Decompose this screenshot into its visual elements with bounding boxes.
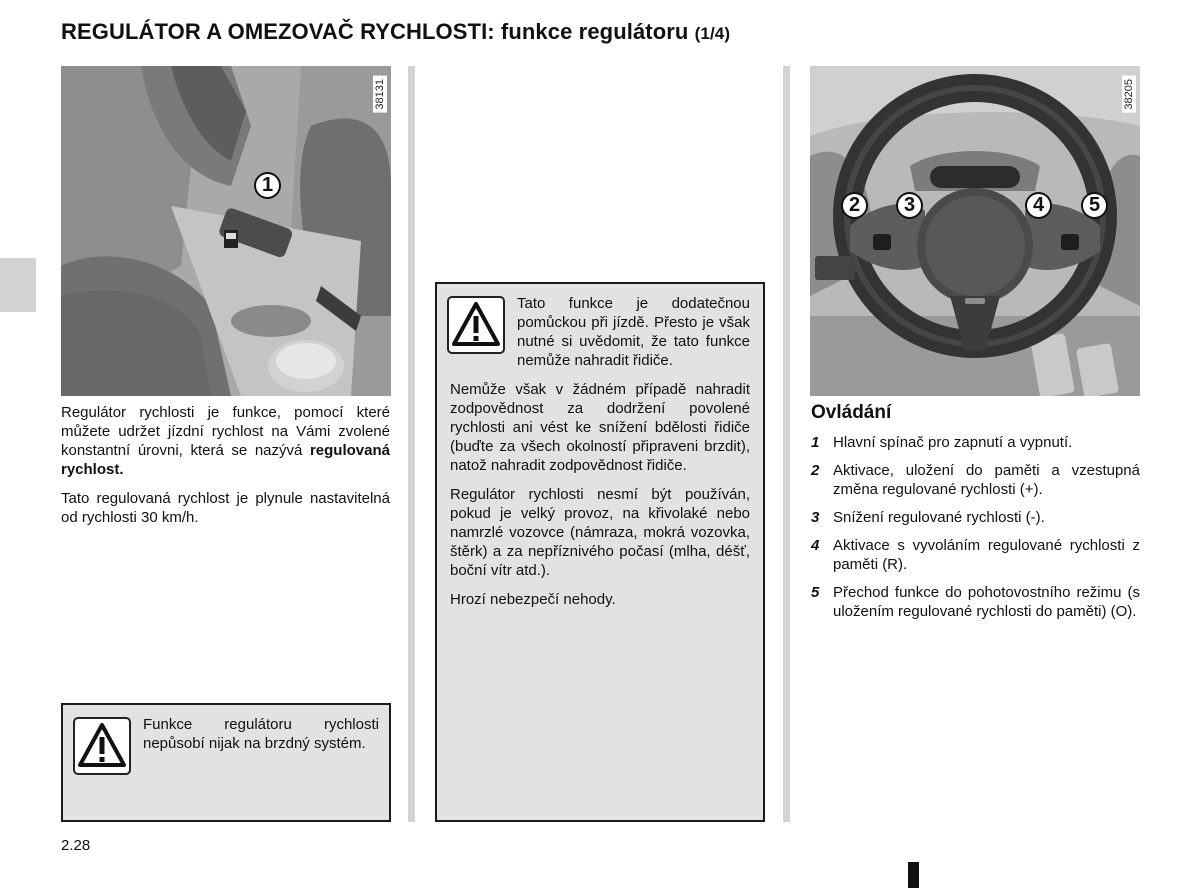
list-item	[811, 508, 1140, 527]
list-item	[811, 461, 1140, 499]
page-title	[61, 19, 1161, 45]
console-photo	[61, 66, 391, 396]
callout-3: 3	[896, 192, 923, 219]
range-paragraph: Tato regulovaná rychlost je plynule nastavitelná od rychlosti 30 km/h.	[61, 490, 390, 526]
intro-paragraph	[61, 403, 390, 479]
callout-5: 5	[1081, 192, 1108, 219]
list-item-number: 2	[811, 462, 820, 479]
warning-paragraph-danger: Hrozí nebezpečí nehody.	[450, 591, 616, 608]
intro-bold-term: regulovaná rychlost.	[61, 442, 390, 478]
list-item-text: Snížení regulované rychlosti (-).	[833, 509, 1045, 526]
warning-paragraph-responsibility: Nemůže však v žádném případě nahradit zodpovědnost za dodržení povolené rychlosti ani vést ke snížení bdělosti řidiče (buďte za všech okolností připraveni brzdit), natož nahradit zodpovědnost řidiče.	[450, 381, 750, 474]
list-item	[811, 433, 1140, 452]
callout-1: 1	[254, 172, 281, 199]
list-item	[811, 536, 1140, 574]
callout-2: 2	[841, 192, 868, 219]
photo-reference-number: 38205	[1122, 76, 1136, 113]
safety-warning-box	[435, 282, 765, 822]
column-divider-left	[408, 66, 415, 822]
list-item-number: 4	[811, 537, 820, 554]
list-item-text: Přechod funkce do pohotovostního režimu (s uložením regulované rychlosti do paměti) (O).	[833, 584, 1140, 620]
list-item-number: 1	[811, 434, 820, 451]
warning-intro-text: Tato funkce je dodatečnou pomůckou při jízdě. Přesto je však nutné si uvědomit, že tato funkce nemůže nahradit řidiče.	[517, 295, 750, 369]
page-number: 2.28	[61, 837, 91, 854]
list-item	[811, 583, 1140, 621]
page-title-main: REGULÁTOR A OMEZOVAČ RYCHLOSTI: funkce regulátoru	[61, 19, 689, 44]
controls-list	[811, 433, 1140, 630]
page-title-part: (1/4)	[694, 24, 731, 43]
console-photo-illustration	[61, 66, 391, 396]
list-item-text: Hlavní spínač pro zapnutí a vypnutí.	[833, 434, 1073, 451]
warning-triangle-icon	[447, 296, 505, 354]
callout-4: 4	[1025, 192, 1052, 219]
steering-wheel-photo	[810, 66, 1140, 396]
end-of-section-mark	[908, 862, 919, 888]
brake-warning-box	[61, 703, 391, 822]
controls-heading: Ovládání	[811, 402, 892, 423]
column-divider-right	[783, 66, 790, 822]
list-item-number: 5	[811, 584, 820, 601]
chapter-side-tab	[0, 258, 36, 312]
steering-wheel-illustration	[810, 66, 1140, 396]
photo-reference-number: 38131	[373, 76, 387, 113]
list-item-number: 3	[811, 509, 820, 526]
list-item-text: Aktivace, uložení do paměti a vzestupná změna regulované rychlosti (+).	[833, 462, 1140, 498]
left-body-text	[61, 403, 390, 537]
warning-paragraph-conditions: Regulátor rychlosti nesmí být používán, pokud je velký provoz, na křivolaké nebo namrzlé vozovce (námraza, mokrá vozovka, štěrk) a za nepříznivého počasí (mlha, déšť, boční vítr atd.).	[450, 486, 750, 579]
brake-warning-text: Funkce regulátoru rychlosti nepůsobí nijak na brzdný systém.	[143, 716, 379, 752]
warning-triangle-icon	[73, 717, 131, 775]
intro-text: Regulátor rychlosti je funkce, pomocí které můžete udržet jízdní rychlost na Vámi zvolené konstantní úrovni, která se nazývá	[61, 404, 390, 459]
list-item-text: Aktivace s vyvoláním regulované rychlosti z paměti (R).	[833, 537, 1140, 573]
